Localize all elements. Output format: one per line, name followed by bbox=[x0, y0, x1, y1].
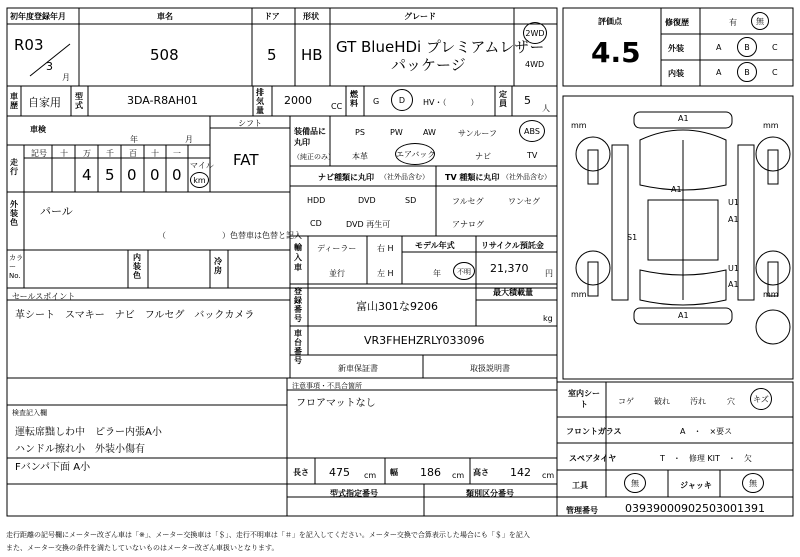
fuel-hv: HV・（ ） bbox=[423, 98, 479, 107]
owner-manual: 取扱説明書 bbox=[470, 364, 510, 373]
damage-mark: A1 bbox=[678, 311, 689, 320]
import-right: 右 H bbox=[377, 244, 394, 253]
month-unit: 月 bbox=[62, 73, 70, 82]
registration-label: 登録番号 bbox=[294, 287, 302, 323]
room-item: 汚れ bbox=[690, 397, 706, 406]
equip-ps: PS bbox=[355, 128, 365, 137]
shape-label: 形状 bbox=[303, 12, 319, 21]
shaken-label: 車検 bbox=[30, 125, 46, 134]
inspector-label: 検査記入欄 bbox=[12, 409, 47, 417]
capacity-unit: 人 bbox=[542, 104, 550, 113]
digit-header-0: 十 bbox=[60, 149, 68, 158]
mileage-digit: 0 bbox=[172, 166, 182, 184]
interior-label: 内装 bbox=[668, 69, 684, 78]
room-item-circled: キズ bbox=[750, 388, 772, 410]
glass-value: A ・ ×要ス bbox=[680, 427, 733, 436]
fuel-label: 燃料 bbox=[350, 90, 358, 108]
room-item: 穴 bbox=[727, 397, 735, 406]
tools-value-circled: 無 bbox=[624, 473, 646, 493]
kg-unit: kg bbox=[543, 314, 553, 323]
class-no-label: 類別区分番号 bbox=[466, 489, 514, 498]
color-no-label: カラーNo. bbox=[9, 254, 23, 280]
tv-analog: アナログ bbox=[452, 220, 484, 229]
capacity-value: 5 bbox=[524, 94, 531, 107]
tv-fullseg: フルセグ bbox=[452, 197, 484, 206]
navi-label: ナビ種類に丸印 bbox=[318, 173, 374, 182]
tread-mm: mm bbox=[571, 121, 587, 130]
tread-mm: mm bbox=[763, 121, 779, 130]
doors-label: ドア bbox=[264, 12, 280, 21]
grade-line1: GT BlueHDi プレミアムレザー bbox=[336, 38, 545, 56]
length-unit: cm bbox=[364, 471, 377, 480]
equip-airbag-circled: エアバック bbox=[395, 143, 435, 165]
shift-value: FAT bbox=[233, 151, 259, 169]
exterior-label: 外装 bbox=[668, 44, 684, 53]
model-year-label: モデル年式 bbox=[415, 241, 455, 250]
equipment-sub: （純正のみ） bbox=[293, 153, 335, 161]
model-year-unit: 年 bbox=[433, 269, 441, 278]
shaken-year: 年 bbox=[130, 135, 138, 144]
mileage-digit: 5 bbox=[105, 166, 115, 184]
jack-label: ジャッキ bbox=[680, 481, 712, 490]
import-label: 輸入車 bbox=[294, 243, 302, 272]
mileage-label: 走行 bbox=[10, 158, 18, 176]
mileage-digit: 0 bbox=[127, 166, 137, 184]
score-value: 4.5 bbox=[591, 36, 641, 69]
interior-color-label: 内装色 bbox=[133, 253, 141, 280]
capacity-label: 定員 bbox=[499, 90, 507, 108]
shaken-month: 月 bbox=[185, 135, 193, 144]
digit-header-4: 十 bbox=[151, 149, 159, 158]
damage-mark: S1 bbox=[627, 233, 638, 242]
recycle-value: 21,370 bbox=[490, 262, 529, 275]
room-item: 破れ bbox=[654, 397, 670, 406]
mileage-digit: 0 bbox=[150, 166, 160, 184]
length-value: 475 bbox=[329, 466, 350, 479]
displacement-label: 排気量 bbox=[256, 88, 264, 115]
tv-label: TV 種類に丸印 bbox=[445, 173, 500, 182]
model-label: 車名 bbox=[157, 12, 173, 21]
model-value: 508 bbox=[150, 46, 179, 64]
drive-4wd: 4WD bbox=[525, 60, 545, 69]
recycle-label: リサイクル預託金 bbox=[481, 241, 544, 250]
mgmt-label: 管理番号 bbox=[566, 506, 598, 515]
navi-sub: （社外品含む） bbox=[380, 173, 429, 181]
repair-no-circled: 無 bbox=[751, 12, 769, 30]
digit-header-2: 千 bbox=[106, 149, 114, 158]
length-label: 長さ bbox=[293, 468, 309, 477]
chassis-label: 車台番号 bbox=[294, 329, 302, 365]
type-value: 3DA-R8AH01 bbox=[127, 94, 198, 107]
height-unit: cm bbox=[542, 471, 555, 480]
tv-oneseg: ワンセグ bbox=[508, 197, 540, 206]
room-seat-label: 室内シート bbox=[568, 389, 600, 409]
model-cert-label: 型式指定番号 bbox=[330, 489, 378, 498]
width-value: 186 bbox=[420, 466, 441, 479]
tv-sub: （社外品含む） bbox=[502, 173, 551, 181]
interior-b-circled: B bbox=[737, 62, 757, 82]
room-item: コゲ bbox=[618, 397, 634, 406]
import-dealer: ディーラー bbox=[317, 244, 357, 253]
damage-mark: U1 bbox=[728, 264, 739, 273]
sales-point-label: セールスポイント bbox=[12, 292, 76, 301]
mgmt-value: 03939000902503001391 bbox=[625, 502, 765, 515]
notes-label: 注意事項・不具合箇所 bbox=[292, 382, 362, 390]
color-label: 外装色 bbox=[10, 200, 18, 227]
exterior-a: A bbox=[716, 43, 722, 52]
damage-mark: A1 bbox=[728, 215, 739, 224]
equip-leather: 本革 bbox=[352, 152, 368, 161]
type-label: 型式 bbox=[75, 92, 83, 110]
chassis-value: VR3FHEHZRLY033096 bbox=[364, 334, 485, 347]
damage-mark: A1 bbox=[728, 280, 739, 289]
shape-value: HB bbox=[301, 46, 323, 64]
new-car-warranty: 新車保証書 bbox=[338, 364, 378, 373]
model-year-unknown-circled: 不明 bbox=[453, 262, 475, 280]
navi-cd: CD bbox=[310, 219, 322, 228]
grade-line2: パッケージ bbox=[391, 56, 466, 74]
tread-mm: mm bbox=[763, 290, 779, 299]
height-label: 高さ bbox=[473, 468, 489, 477]
sales-point-value: 革シート スマキー ナビ フルセグ バックカメラ bbox=[15, 310, 255, 321]
use-value: 自家用 bbox=[28, 96, 61, 109]
cc-unit: CC bbox=[331, 102, 343, 111]
digit-header-5: 一 bbox=[173, 149, 181, 158]
km-unit-circled: km bbox=[190, 172, 209, 188]
registration-value: 富山301な9206 bbox=[356, 300, 438, 313]
yen-unit: 円 bbox=[545, 269, 553, 278]
interior-c: C bbox=[772, 68, 778, 77]
tread-mm: mm bbox=[571, 290, 587, 299]
damage-mark: A1 bbox=[671, 185, 682, 194]
first-reg-value: R03 bbox=[14, 36, 44, 54]
exterior-c: C bbox=[772, 43, 778, 52]
repair-label: 修復歴 bbox=[665, 18, 689, 27]
equip-tv: TV bbox=[527, 151, 538, 160]
jack-value-circled: 無 bbox=[742, 473, 764, 493]
notes-value: フロアマットなし bbox=[296, 398, 376, 409]
drive-2wd-circled: 2WD bbox=[523, 22, 547, 44]
width-unit: cm bbox=[452, 471, 465, 480]
inspector-line: ハンドル擦れ小 外装小傷有 bbox=[15, 444, 145, 455]
equip-sunroof: サンルーフ bbox=[458, 129, 497, 138]
first-reg-label: 初年度登録年月 bbox=[10, 12, 66, 21]
fuel-d-circled: D bbox=[391, 89, 413, 111]
max-load-label: 最大積載量 bbox=[493, 288, 533, 297]
equip-pw: PW bbox=[390, 128, 403, 137]
spare-value: T ・ 修理 KIT ・ 欠 bbox=[660, 454, 752, 463]
damage-mark: A1 bbox=[678, 114, 689, 123]
doors-value: 5 bbox=[267, 46, 277, 64]
color-value: パール bbox=[40, 205, 73, 218]
glass-label: フロントガラス bbox=[566, 427, 622, 436]
interior-a: A bbox=[716, 68, 722, 77]
footer-note: 走行距離の記号欄にメーター改ざん車は「※」、メーター交換車は「＄」、走行不明車は「＃」を記入してください。メーター交換で合算表示した場合にも「＄」を記入 bbox=[6, 531, 530, 539]
footer-note: また、メーター交換の条件を満たしていないものはメーター改ざん車扱いとなります。 bbox=[6, 544, 279, 552]
equip-abs-circled: ABS bbox=[519, 120, 545, 142]
repair-yes: 有 bbox=[729, 18, 737, 27]
inspector-line: Fバンパ下面 A小 bbox=[15, 462, 91, 473]
equipment-label: 装備品に丸印 bbox=[294, 127, 326, 147]
equip-navi: ナビ bbox=[475, 152, 491, 161]
mileage-digit: 4 bbox=[82, 166, 92, 184]
damage-mark: U1 bbox=[728, 198, 739, 207]
navi-sd: SD bbox=[405, 196, 417, 205]
color-note: （ ）色替車は色替と記入 bbox=[158, 231, 302, 240]
cooler-label: 冷房 bbox=[214, 257, 222, 275]
navi-hdd: HDD bbox=[307, 196, 326, 205]
grade-label: グレード bbox=[404, 12, 436, 21]
kigo-label: 記号 bbox=[31, 149, 47, 158]
displacement-value: 2000 bbox=[284, 94, 312, 107]
import-left: 左 H bbox=[377, 269, 394, 278]
use-label: 車歴 bbox=[10, 92, 18, 110]
width-label: 幅 bbox=[390, 468, 398, 477]
fuel-g: G bbox=[373, 97, 380, 106]
import-parallel: 並行 bbox=[329, 269, 345, 278]
car-diagram bbox=[588, 112, 778, 324]
first-reg-month: 3 bbox=[46, 60, 53, 73]
inspector-line: 運転席黜しわ中 ピラー内張A小 bbox=[15, 427, 162, 438]
navi-dvd-play: DVD 再生可 bbox=[346, 220, 391, 229]
spare-label: スペアタイヤ bbox=[569, 454, 617, 463]
navi-dvd: DVD bbox=[358, 196, 376, 205]
equip-aw: AW bbox=[423, 128, 436, 137]
tools-label: 工具 bbox=[572, 481, 588, 490]
exterior-b-circled: B bbox=[737, 37, 757, 57]
height-value: 142 bbox=[510, 466, 531, 479]
shift-label: シフト bbox=[238, 119, 262, 128]
digit-header-3: 百 bbox=[129, 149, 137, 158]
digit-header-1: 万 bbox=[83, 149, 91, 158]
mile-unit: マイル bbox=[190, 161, 214, 170]
score-label: 評価点 bbox=[598, 17, 622, 26]
